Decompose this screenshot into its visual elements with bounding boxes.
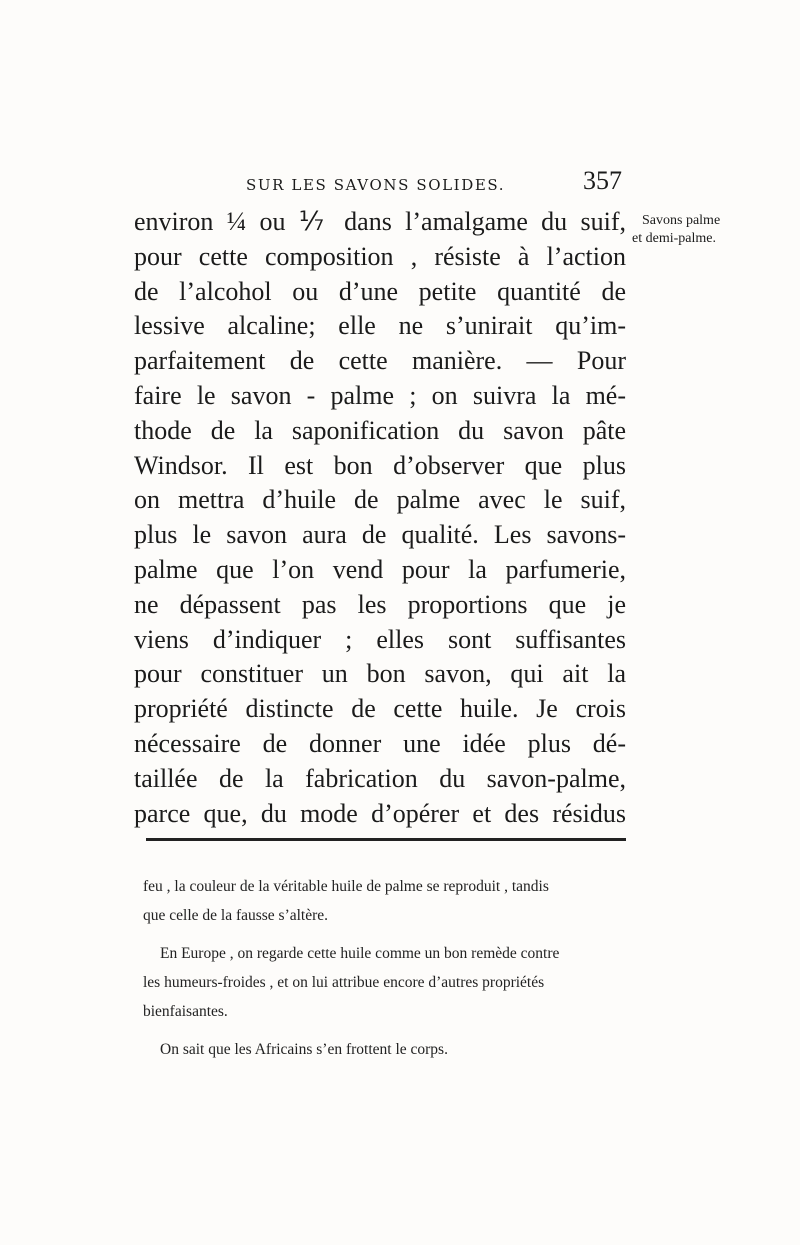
footnote-line: que celle de la fausse s’altère. bbox=[143, 907, 329, 924]
text-line: nécessaire de donner une idée plus dé- bbox=[134, 728, 626, 758]
text-line: Windsor. Il est bon d’observer que plus bbox=[134, 450, 626, 480]
text-line: thode de la saponification du savon pâte bbox=[134, 415, 626, 445]
text-line: pour constituer un bon savon, qui ait la bbox=[134, 659, 626, 689]
text-line: environ ¼ ou ⅐ dans l’amalgame du suif, bbox=[134, 207, 626, 236]
text-line: parce que, du mode d’opérer et des résidus bbox=[134, 798, 626, 828]
margin-note-line: Savons palme bbox=[642, 213, 721, 228]
footnote-divider bbox=[146, 838, 626, 841]
body-text bbox=[134, 205, 626, 831]
text-line: lessive alcaline; elle ne s’unirait qu’im- bbox=[134, 311, 626, 341]
footnotes bbox=[143, 872, 643, 1064]
footnote-line: En Europe , on regarde cette huile comme un bon remède contre bbox=[160, 945, 560, 962]
footnote-line: les humeurs-froides , et on lui attribue encore d’autres propriétés bbox=[143, 974, 545, 991]
text-line: viens d’indiquer ; elles sont suffisantes bbox=[134, 624, 626, 654]
text-line: parfaitement de cette manière. — Pour bbox=[134, 346, 626, 376]
page-header bbox=[246, 166, 626, 200]
text-line: pour cette composition , résiste à l’action bbox=[134, 241, 626, 271]
page-number: 357 bbox=[583, 166, 622, 195]
footnote-line: bienfaisantes. bbox=[143, 1003, 228, 1020]
margin-note bbox=[632, 212, 758, 248]
footnote-line: On sait que les Africains s’en frottent le corps. bbox=[160, 1041, 448, 1058]
text-line: plus le savon aura de qualité. Les savons- bbox=[134, 520, 626, 550]
text-line: propriété distincte de cette huile. Je crois bbox=[134, 694, 626, 724]
running-title: SUR LES SAVONS SOLIDES. bbox=[246, 176, 506, 194]
footnote-line: feu , la couleur de la véritable huile de palme se reproduit , tandis bbox=[143, 878, 549, 895]
text-line: palme que l’on vend pour la parfumerie, bbox=[134, 554, 626, 584]
text-line: on mettra d’huile de palme avec le suif, bbox=[134, 485, 626, 515]
text-line: taillée de la fabrication du savon-palme, bbox=[134, 763, 626, 793]
text-line: de l’alcohol ou d’une petite quantité de bbox=[134, 276, 626, 306]
text-line: ne dépassent pas les proportions que je bbox=[134, 589, 626, 619]
margin-note-line: et demi-palme. bbox=[632, 231, 716, 246]
text-line: faire le savon - palme ; on suivra la mé- bbox=[134, 380, 626, 410]
